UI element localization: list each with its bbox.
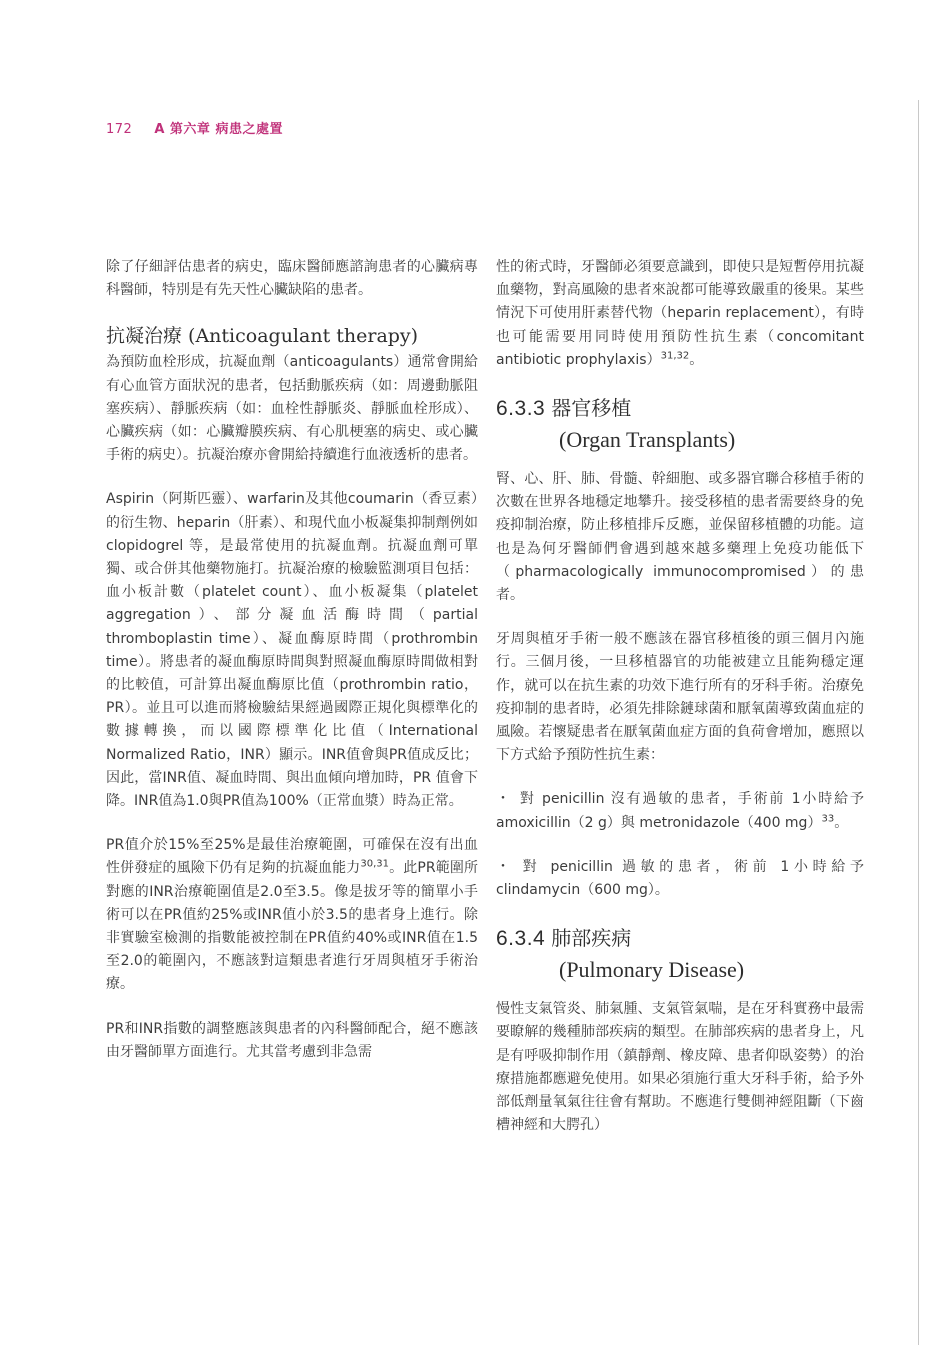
running-header bbox=[106, 118, 283, 137]
section-number-633: 6.3.3 bbox=[496, 397, 546, 421]
paragraph-intro: 除了仔細評估患者的病史，臨床醫師應諮詢患者的心臟病專科醫師，特別是有先天性心臟缺陷的患者。 bbox=[106, 259, 478, 299]
paragraph-pr-range bbox=[106, 834, 478, 996]
bullet-dot: ・ bbox=[496, 858, 510, 875]
section-title-en-633: (Organ Transplants) bbox=[559, 427, 736, 453]
section-title-en-634: (Pulmonary Disease) bbox=[559, 957, 745, 983]
section-number-634: 6.3.4 bbox=[496, 927, 546, 951]
section-title-zh-633: 器官移植 bbox=[551, 396, 632, 421]
citation-30-31: 30,31 bbox=[360, 858, 390, 870]
citation-31-32: 31,32 bbox=[660, 350, 690, 362]
paragraph-continuation bbox=[496, 256, 864, 372]
bullet-dot: ・ bbox=[496, 791, 510, 808]
bullet-item-clindamycin bbox=[496, 856, 864, 902]
right-column bbox=[496, 256, 864, 1137]
paragraph-pr-inr: PR和INR指數的調整應該與患者的內科醫師配合，絕不應該由牙醫師單方面進行。尤其當考慮到非急需 bbox=[106, 1020, 478, 1060]
page-number: 172 bbox=[106, 122, 133, 137]
bullet1-text-b: 。 bbox=[834, 814, 849, 831]
paragraph-aspirin: Aspirin（阿斯匹靈）、warfarin及其他coumarin（香豆素）的衍生物、heparin（肝素）、和現代血小板凝集抑制劑例如 clopidogrel 等，是最常使用的抗凝血劑。抗凝血劑可單獨、或合併其他藥物施打。抗凝治療的檢驗監測項目包括：血小板計數（platelet count）、血小板凝集（platelet aggregation）、部分凝血活酶時間（partial thromboplastin time）、凝血酶原時間（prothrombin time）。將患者的凝血酶原時間與對照凝血酶原時間做相對的比較值，可計算出凝血酶原比值（prothrombin ratio，PR）。並且可以進而將檢驗結果經過國際正規化與標準化的數據轉換，而以國際標準化比值（International Normalized Ratio，INR）顯示。INR值會與PR值成反比；因此，當INR值、凝血時間、與出血傾向增加時，PR 值會下降。INR值為1.0與PR值為100%（正常血漿）時為正常。 bbox=[106, 491, 478, 810]
paragraph-periodontal: 牙周與植牙手術一般不應該在器官移植後的頭三個月內施行。三個月後，一旦移植器官的功能被建立且能夠穩定運作，就可以在抗生素的功效下進行所有的牙科手術。治療免疫抑制的患者時，必須先排除鏈球菌和厭氧菌導致菌血症的風險。若懷疑患者在厭氧菌血症方面的負荷會增加，應照以下方式給予預防性抗生素： bbox=[496, 631, 864, 764]
section-title-zh-634: 肺部疾病 bbox=[551, 926, 632, 951]
bullet1-text-a: 對 penicillin 沒有過敏的患者，手術前 1小時給予 amoxicillin（2 g）與 metronidazole（400 mg） bbox=[496, 791, 864, 831]
paragraph-transplant: 腎、心、肝、肺、骨髓、幹細胞、或多器官聯合移植手術的次數在世界各地穩定地攀升。接受移植的患者需要終身的免疫抑制治療，防止移植排斥反應，並保留移植體的功能。這也是為何牙醫師們會遇到越來越多藥理上免疫功能低下（pharmacologically immunocompromised）的患者。 bbox=[496, 471, 864, 604]
heading-anticoagulant-therapy: 抗凝治療 (Anticoagulant therapy) bbox=[106, 325, 419, 348]
left-column bbox=[106, 256, 478, 1064]
pr-range-text-b: 。此PR範圍所對應的INR治療範圍值是2.0至3.5。像是拔牙等的簡單小手術可以在PR值約25%或INR值小於3.5的患者身上進行。除非實驗室檢測的指數能被控制在PR值約40%或INR值在1.5至2.0的範圍內，不應該對這類患者進行牙周與植牙手術治療。 bbox=[106, 860, 478, 993]
continuation-text-b: 。 bbox=[689, 351, 704, 368]
paragraph-anticoagulant: 為預防血栓形成，抗凝血劑（anticoagulants）通常會開給有心血管方面狀況的患者，包括動脈疾病（如：周邊動脈阻塞疾病）、靜脈疾病（如：血栓性靜脈炎、靜脈血栓形成）、心臟疾病（如：心臟瓣膜疾病、有心肌梗塞的病史、或心臟手術的病史）。抗凝治療亦會開給持續進行血液透析的患者。 bbox=[106, 354, 478, 464]
paragraph-pulmonary: 慢性支氣管炎、肺氣腫、支氣管氣喘，是在牙科實務中最需要瞭解的幾種肺部疾病的類型。在肺部疾病的患者身上，凡是有呼吸抑制作用（鎮靜劑、橡皮障、患者仰臥姿勢）的治療措施都應避免使用。如果必須施行重大牙科手術，給予外部低劑量氧氣往往會有幫助。不應進行雙側神經阻斷（下齒槽神經和大腭孔） bbox=[496, 1001, 864, 1134]
chapter-title: A 第六章 病患之處置 bbox=[154, 122, 283, 137]
pr-range-text-a: PR值介於15%至25%是最佳治療範圍，可確保在沒有出血性併發症的風險下仍有足夠的抗凝血能力 bbox=[106, 837, 478, 877]
section-heading-634 bbox=[496, 923, 864, 984]
citation-33: 33 bbox=[821, 813, 835, 824]
bullet2-text: 對 penicillin 過敏的患者，術前 1小時給予 clindamycin（600 mg）。 bbox=[496, 858, 864, 899]
continuation-text-a: 性的術式時，牙醫師必須要意識到，即使只是短暫停用抗凝血藥物，對高風險的患者來說都可能導致嚴重的後果。某些情況下可使用肝素替代物（heparin replacement），有時也可能需要用同時使用預防性抗生素（concomitant antibiotic prophylaxis） bbox=[496, 259, 864, 368]
page-spine-line bbox=[918, 100, 919, 1345]
bullet-item-amoxicillin bbox=[496, 788, 864, 834]
section-heading-633 bbox=[496, 393, 864, 454]
